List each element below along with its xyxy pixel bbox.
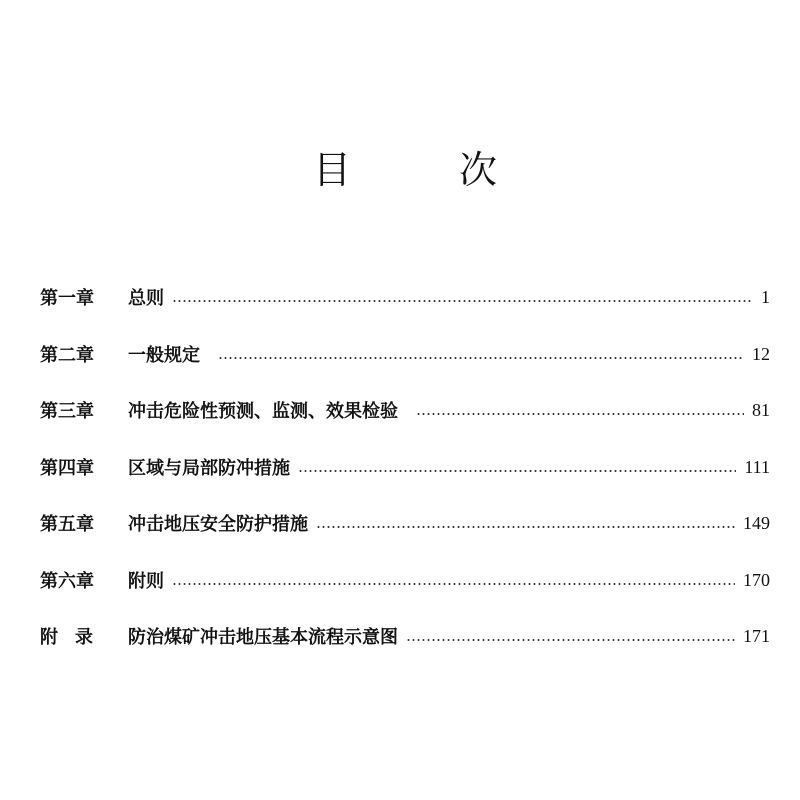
toc-page-number: 171 (743, 625, 770, 646)
toc-entry-chapter-5[interactable] (40, 503, 770, 543)
toc-chapter-title: 总则 (128, 288, 164, 309)
toc-chapter-title: 区域与局部防冲措施 (128, 458, 290, 479)
toc-entry-chapter-2[interactable] (40, 334, 770, 374)
toc-dot-leader (172, 300, 753, 302)
title-char-2: 次 (459, 148, 498, 192)
toc-entry-chapter-1[interactable] (40, 277, 770, 317)
toc-dot-leader (406, 639, 735, 641)
toc-chapter-title: 冲击地压安全防护措施 (128, 514, 308, 535)
toc-page-number: 1 (761, 286, 770, 307)
toc-entry-appendix[interactable] (40, 616, 770, 656)
toc-chapter-title: 一般规定 (128, 345, 200, 366)
toc-chapter-label: 第三章 (40, 401, 94, 422)
toc-chapter-title: 冲击危险性预测、监测、效果检验 (128, 401, 398, 422)
toc-entry-chapter-6[interactable] (40, 560, 770, 600)
toc-chapter-label: 第五章 (40, 514, 94, 535)
toc-page-number: 111 (744, 456, 770, 477)
toc-dot-leader (172, 583, 735, 585)
toc-entry-chapter-3[interactable] (40, 390, 770, 430)
toc-page-number: 12 (752, 343, 770, 364)
toc-dot-leader (316, 526, 735, 528)
toc-chapter-label: 附录 (40, 627, 110, 648)
title-char-1: 目 (313, 148, 352, 192)
toc-dot-leader (218, 357, 744, 359)
toc-chapter-title: 附则 (128, 571, 164, 592)
toc-page-number: 170 (743, 569, 770, 590)
page-title (0, 145, 800, 195)
toc-page-number: 149 (743, 512, 770, 533)
toc-chapter-title: 防治煤矿冲击地压基本流程示意图 (128, 627, 398, 648)
toc-page-number: 81 (752, 399, 770, 420)
toc-chapter-label: 第六章 (40, 571, 94, 592)
toc-chapter-label: 第四章 (40, 458, 94, 479)
toc-dot-leader (298, 470, 736, 472)
toc-chapter-label: 第二章 (40, 345, 94, 366)
toc-entry-chapter-4[interactable] (40, 447, 770, 487)
toc-dot-leader (416, 413, 744, 415)
toc-chapter-label: 第一章 (40, 288, 94, 309)
